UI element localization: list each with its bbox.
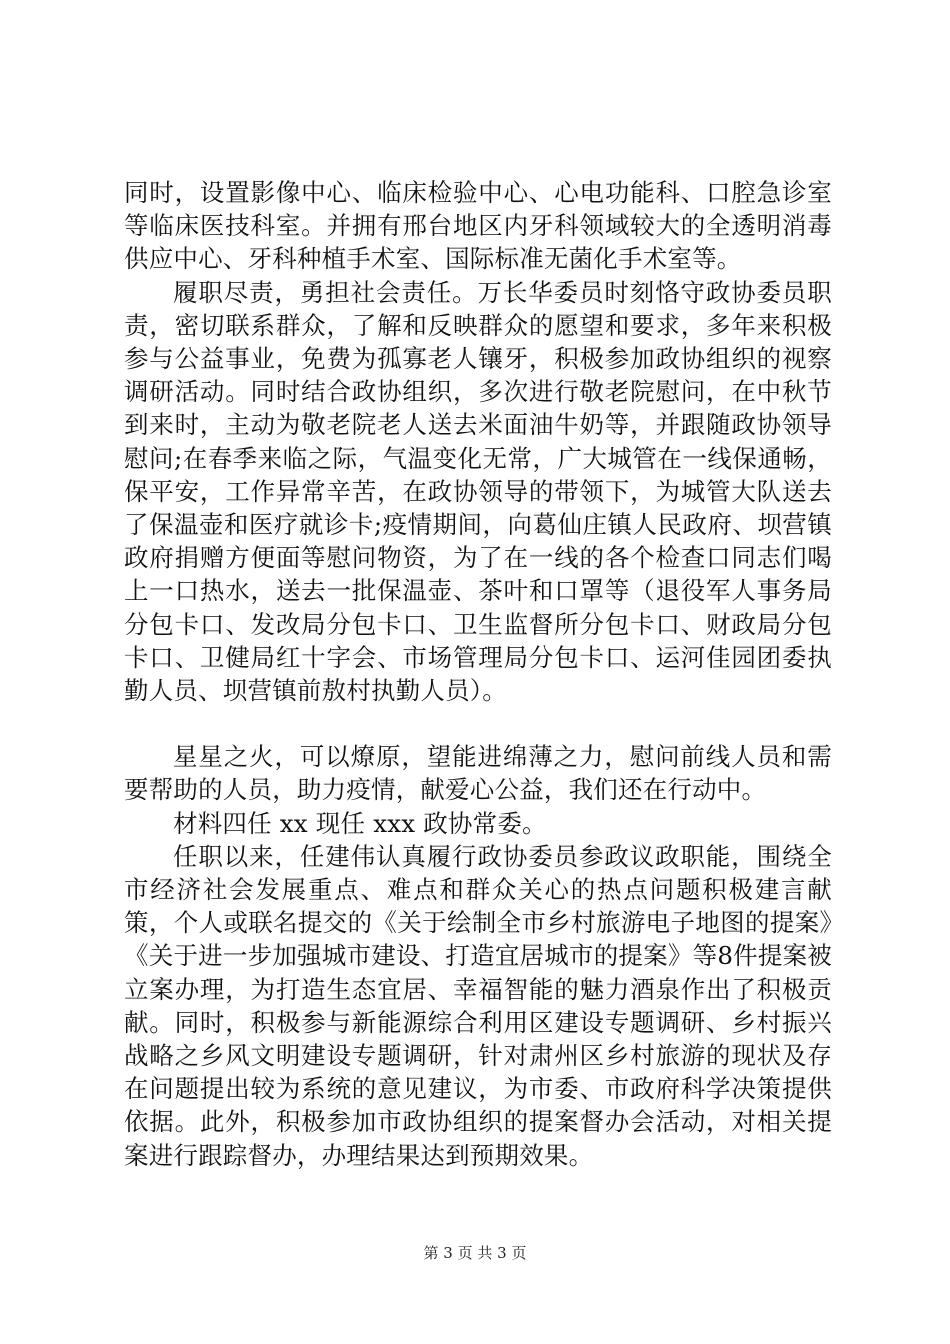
paragraph-social-responsibility: 履职尽责，勇担社会责任。万长华委员时刻恪守政协委员职责，密切联系群众，了解和反映群众的愿望和要求，多年来积极参与公益事业，免费为孤寡老人镶牙，积极参加政协组织的视察调研活动。同时结合政协组织，多次进行敬老院慰问，在中秋节到来时，主动为敬老院老人送去米面油牛奶等，并跟随政协领导慰问;在春季来临之际，气温变化无常，广大城管在一线保通畅，保平安，工作异常辛苦，在政协领导的带领下，为城管大队送去了保温壶和医疗就诊卡;疫情期间，向葛仙庄镇人民政府、坝营镇政府捐赠方便面等慰问物资，为了在一线的各个检查口同志们喝上一口热水，送去一批保温壶、茶叶和口罩等（退役军人事务局分包卡口、发改局分包卡口、卫生监督所分包卡口、财政局分包卡口、卫健局红十字会、市场管理局分包卡口、运河佳园团委执勤人员、坝营镇前敖村执勤人员）。 (124, 277, 832, 706)
paragraph-continued: 同时，设置影像中心、临床检验中心、心电功能科、口腔急诊室等临床医技科室。并拥有邢台地区内牙科领域较大的全透明消毒供应中心、牙科种植手术室、国际标准无菌化手术室等。 (124, 178, 832, 274)
paragraph-spark: 星星之火，可以燎原，望能进绵薄之力，慰问前线人员和需要帮助的人员，助力疫情，献爱心公益，我们还在行动中。 (124, 742, 832, 805)
page-footer: 第 3 页 共 3 页 (423, 1244, 527, 1262)
document-body (124, 176, 832, 1172)
paragraph-spacer (124, 707, 832, 740)
paragraph-material-four-heading: 材料四任 xx 现任 xxx 政协常委。 (173, 808, 547, 838)
paragraph-duties: 任职以来，任建伟认真履行政协委员参政议政职能，围绕全市经济社会发展重点、难点和群众关心的热点问题积极建言献策，个人或联名提交的《关于绘制全市乡村旅游电子地图的提案》《关于进一步加强城市建设、打造宜居城市的提案》等8件提案被立案办理，为打造生态宜居、幸福智能的魅力酒泉作出了积极贡献。同时，积极参与新能源综合利用区建设专题调研、乡村振兴战略之乡风文明建设专题调研，针对肃州区乡村旅游的现状及存在问题提出较为系统的意见建议，为市委、市政府科学决策提供依据。此外，积极参加市政协组织的提案督办会活动，对相关提案进行跟踪督办，办理结果达到预期效果。 (124, 841, 832, 1170)
